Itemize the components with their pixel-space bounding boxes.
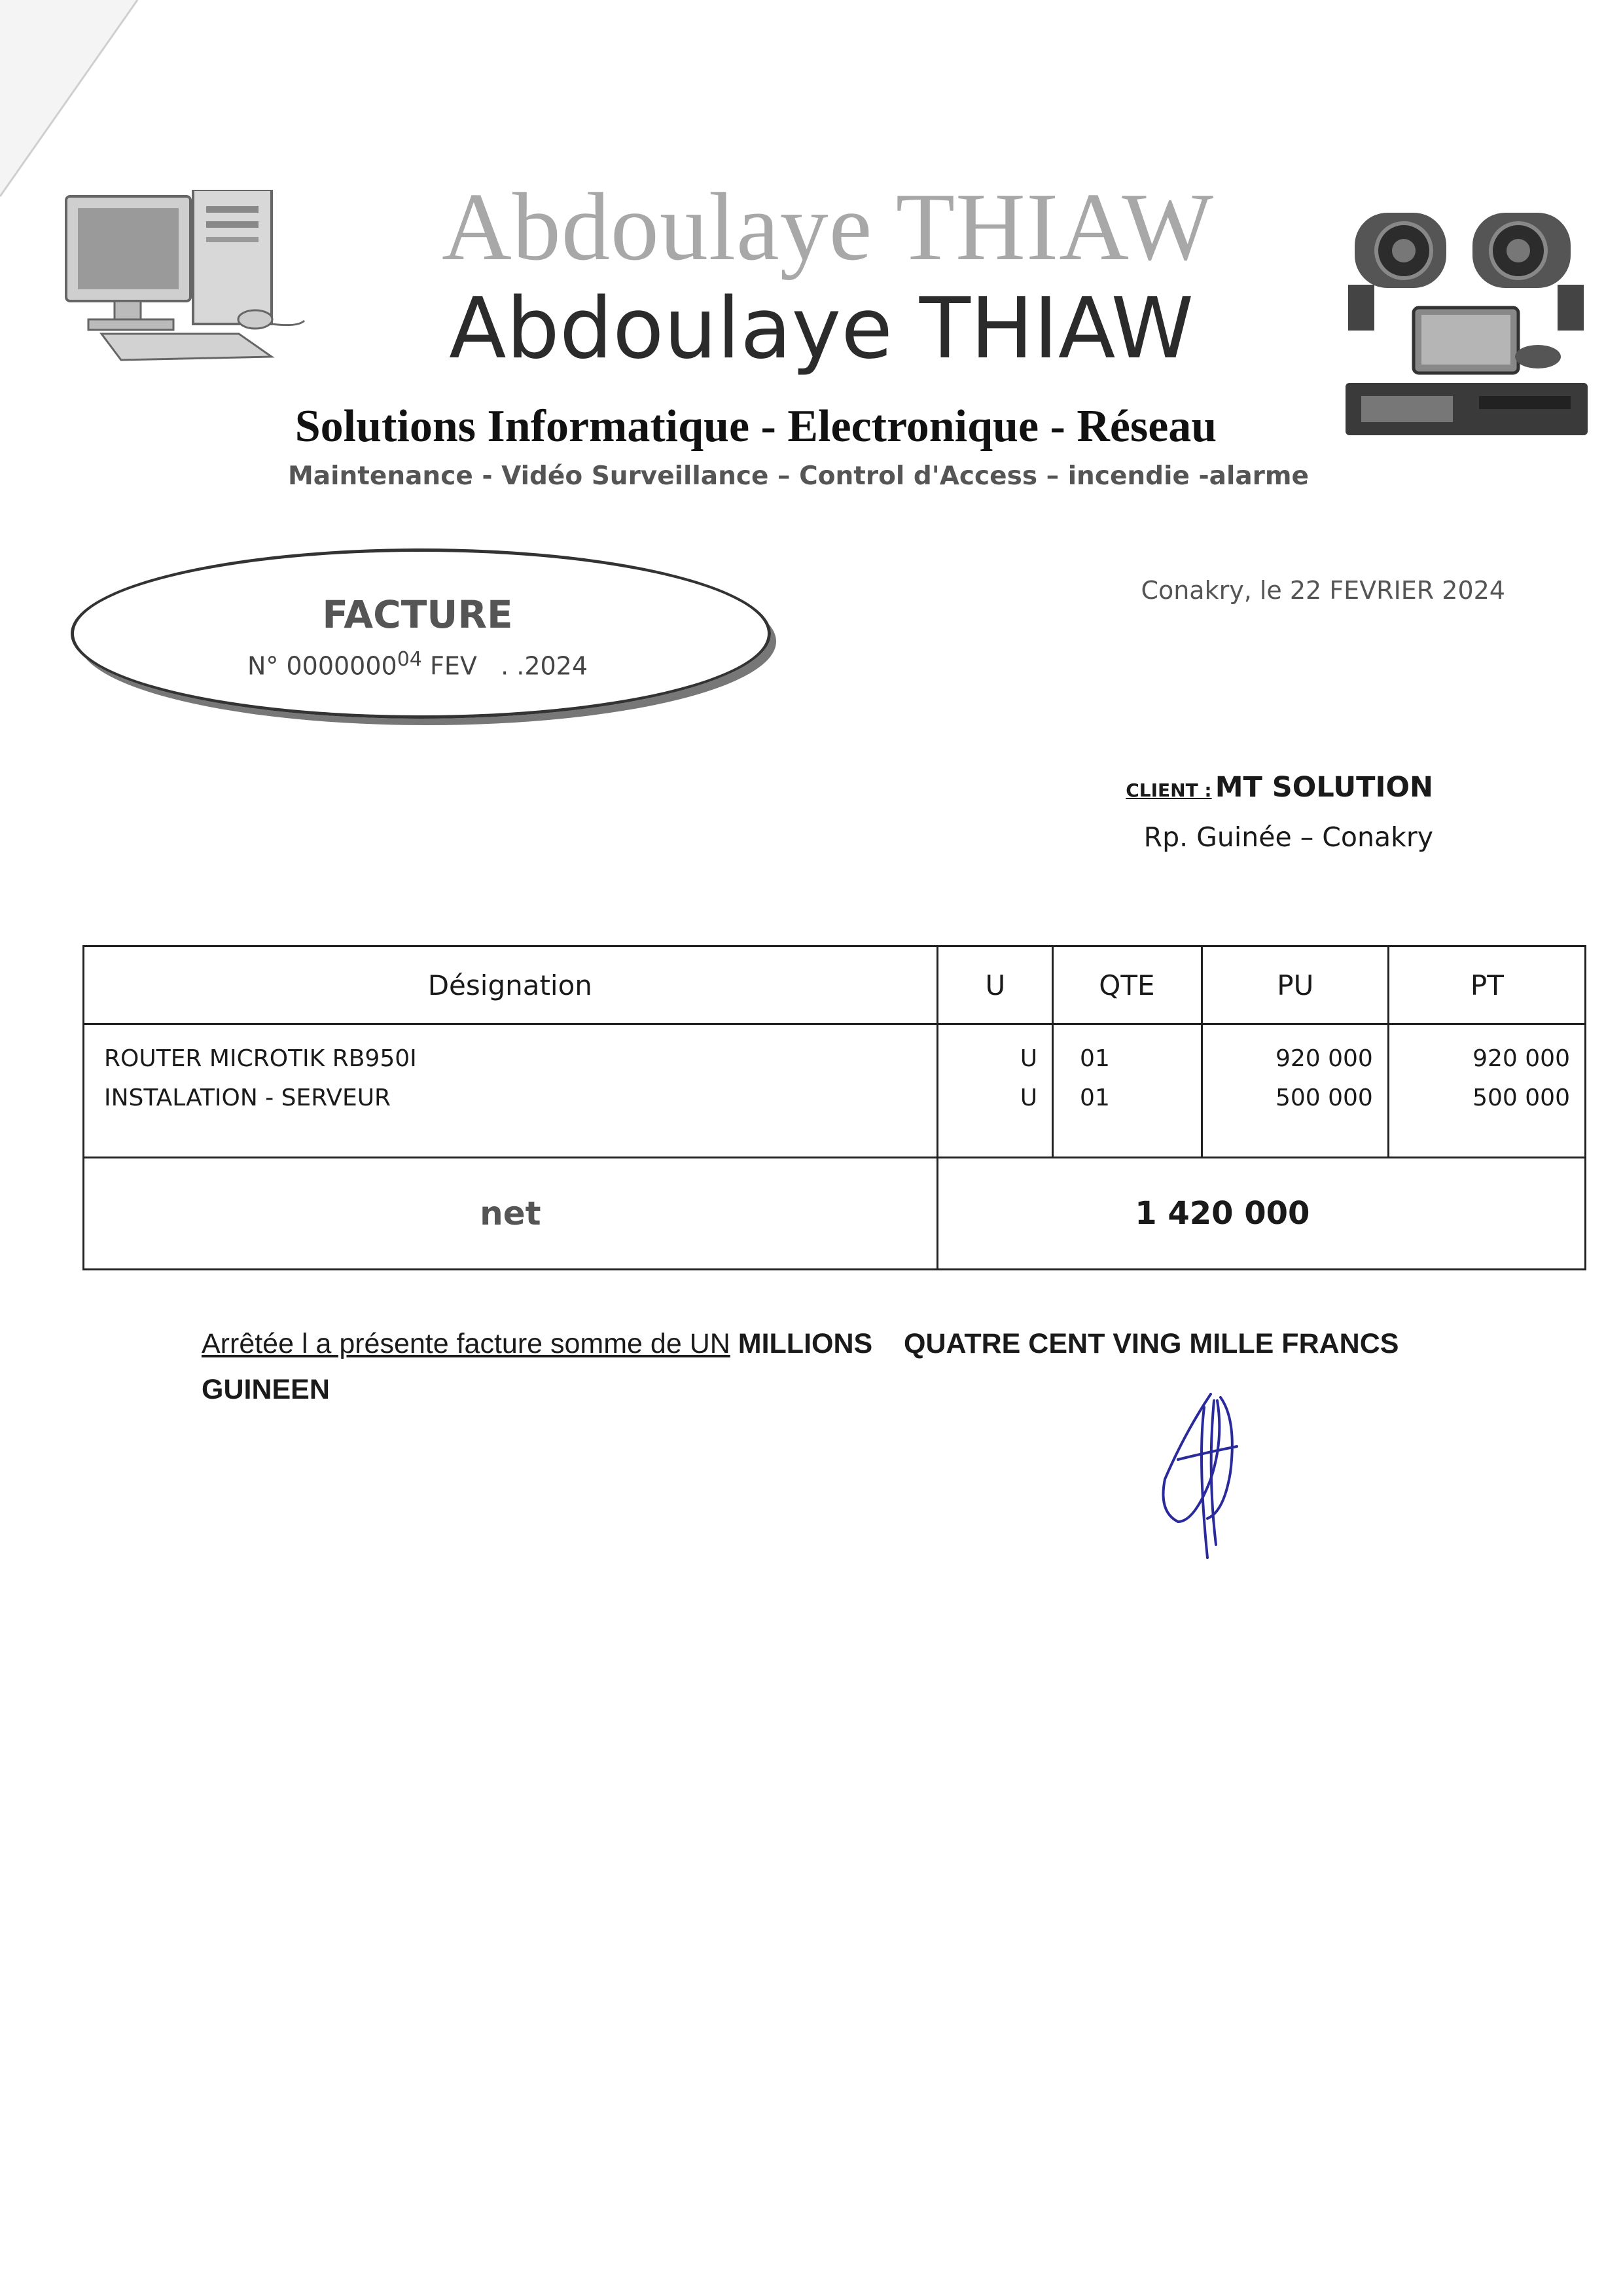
header-unit-price: PU: [1202, 946, 1388, 1024]
item-designation: INSTALATION - SERVEUR: [104, 1085, 391, 1111]
amount-words-intro: Arrêtée l a présente facture somme de UN: [202, 1328, 730, 1359]
header-qty: QTE: [1053, 946, 1202, 1024]
handwritten-signature-icon: [1139, 1381, 1270, 1571]
invoice-number-sup: 04: [397, 648, 422, 671]
item-designation: ROUTER MICROTIK RB950I: [104, 1045, 417, 1072]
amount-in-words: [202, 1321, 1510, 1412]
invoice-table: [82, 945, 1586, 1270]
amount-words-part3: GUINEEN: [202, 1374, 330, 1405]
amount-words-part1: MILLIONS: [738, 1328, 873, 1359]
header-unit: U: [937, 946, 1052, 1024]
invoice-title: FACTURE: [322, 592, 513, 637]
invoice-number-prefix: N° 0000000: [247, 651, 397, 681]
net-value: 1 420 000: [937, 1158, 1585, 1270]
amount-words-part2: QUATRE CENT VING MILLE FRANCS: [904, 1328, 1399, 1359]
header-total-price: PT: [1388, 946, 1585, 1024]
header-designation: Désignation: [84, 946, 938, 1024]
client-line: [1047, 771, 1433, 804]
table-net-row: [84, 1158, 1586, 1270]
invoice-number-suffix: FEV . .2024: [421, 651, 588, 681]
qty-cell: [1053, 1024, 1202, 1158]
page-fold-mark: [0, 0, 144, 209]
item-total-price: 500 000: [1472, 1085, 1570, 1111]
security-camera-dvr-icon: [1342, 200, 1590, 448]
company-name: Abdoulaye THIAW: [449, 280, 1194, 378]
item-unit-price: 920 000: [1275, 1045, 1373, 1072]
item-unit: U: [1020, 1085, 1038, 1111]
desktop-computer-icon: [62, 190, 317, 380]
client-label: CLIENT :: [1126, 780, 1212, 801]
item-unit: U: [1020, 1045, 1038, 1072]
total-price-cell: [1388, 1024, 1585, 1158]
designation-cell: [84, 1024, 938, 1158]
item-qty: 01: [1080, 1085, 1110, 1111]
unit-cell: [937, 1024, 1052, 1158]
net-label: net: [84, 1158, 938, 1270]
table-header-row: [84, 946, 1586, 1024]
company-services: Maintenance - Vidéo Surveillance – Control d'Access – incendie -alarme: [288, 461, 1309, 491]
invoice-date: Conakry, le 22 FEVRIER 2024: [1141, 576, 1505, 605]
table-items-row: [84, 1024, 1586, 1158]
unit-price-cell: [1202, 1024, 1388, 1158]
company-tagline: Solutions Informatique - Electronique - Réseau: [294, 401, 1217, 452]
invoice-number: [71, 648, 764, 681]
client-address: Rp. Guinée – Conakry: [1143, 821, 1433, 853]
item-total-price: 920 000: [1472, 1045, 1570, 1072]
item-qty: 01: [1080, 1045, 1110, 1072]
item-unit-price: 500 000: [1275, 1085, 1373, 1111]
company-name-watermark: Abdoulaye THIAW: [442, 173, 1214, 281]
client-name: MT SOLUTION: [1215, 771, 1433, 804]
